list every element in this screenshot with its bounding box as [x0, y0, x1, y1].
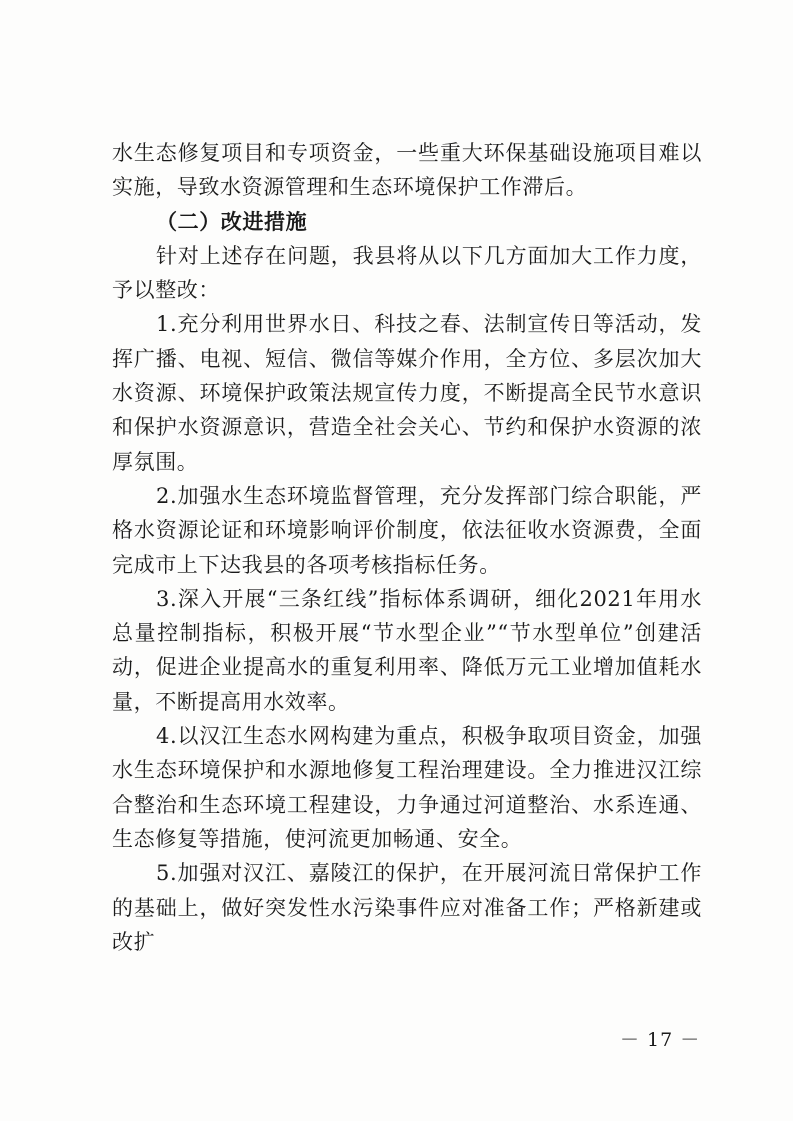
paragraph-item-3: 3.深入开展“三条红线”指标体系调研，细化2021年用水总量控制指标，积极开展“节水型企业”“节水型单位”创建活动，促进企业提高水的重复利用率、降低万元工业增加值耗水量，不断提高用水效率。: [112, 586, 702, 714]
paragraph-continuation: 水生态修复项目和专项资金，一些重大环保基础设施项目难以实施，导致水资源管理和生态环境保护工作滞后。: [112, 141, 702, 200]
paragraph-item-1: 1.充分利用世界水日、科技之春、法制宣传日等活动，发挥广播、电视、短信、微信等媒介作用，全方位、多层次加大水资源、环境保护政策法规宣传力度，不断提高全民节水意识和保护水资源意识，营造全社会关心、节约和保护水资源的浓厚氛围。: [112, 312, 702, 474]
document-body: [112, 136, 702, 959]
paragraph-item-5: 5.加强对汉江、嘉陵江的保护，在开展河流日常保护工作的基础上，做好突发性水污染事件应对准备工作；严格新建或改扩: [112, 861, 702, 954]
paragraph-item-2: 2.加强水生态环境监督管理，充分发挥部门综合职能，严格水资源论证和环境影响评价制度，依法征收水资源费，全面完成市上下达我县的各项考核指标任务。: [112, 483, 702, 577]
paragraph-intro: 针对上述存在问题，我县将从以下几方面加大工作力度，予以整改：: [112, 243, 702, 303]
section-heading: （二）改进措施: [156, 208, 308, 234]
page-number: － 17 －: [620, 1029, 701, 1051]
paragraph-item-4: 4.以汉江生态水网构建为重点，积极争取项目资金，加强水生态环境保护和水源地修复工程治理建设。全力推进汉江综合整治和生态环境工程建设，力争通过河道整治、水系连通、生态修复等措施，使河流更加畅通、安全。: [112, 724, 702, 851]
